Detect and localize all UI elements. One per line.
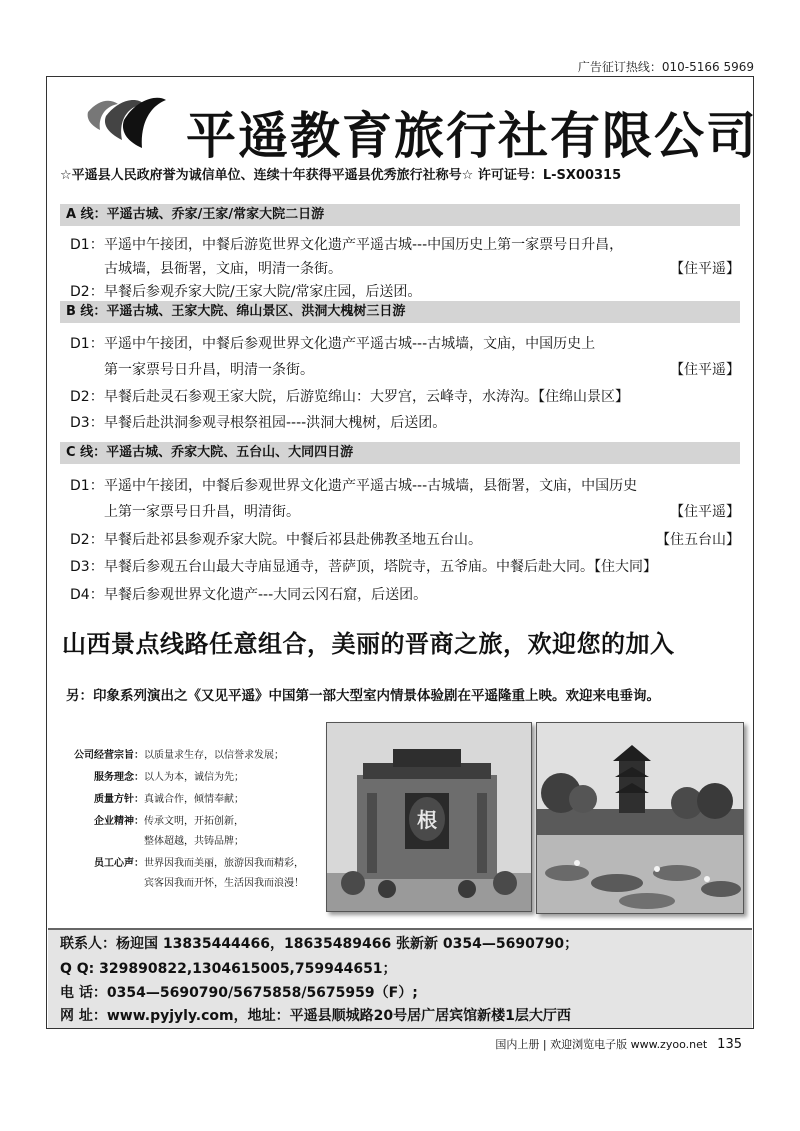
route-b-day2: D2：早餐后赴灵石参观王家大院，后游览绵山：大罗宫，云峰寺，水涛沟。【住绵山景区】 [70, 389, 629, 405]
photo-ancestral-gate [326, 722, 532, 912]
route-c-day1-cont: 上第一家票号日升昌，明清街。 【住平遥】 [104, 501, 740, 521]
route-b-title: B 线：平遥古城、王家大院、绵山景区、洪洞大槐树三日游 [60, 301, 740, 323]
footer-text: 国内上册 | 欢迎浏览电子版 www.zyoo.net [495, 1038, 708, 1051]
ancestral-gate-image [327, 723, 531, 911]
route-c-day1: D1：平遥中午接团，中餐后参观世界文化遗产平遥古城---古城墙，县衙署，文庙，中国历史 [70, 478, 638, 494]
route-b-day1-cont: 第一家票号日升昌，明清一条街。 【住平遥】 [104, 359, 740, 379]
contact-qq: Q Q: 329890822,1304615005,759944651； [60, 961, 397, 977]
honor-line: ☆平遥县人民政府誉为诚信单位、连续十年获得平遥县优秀旅行社称号☆ 许可证号：L-SX00315 [60, 168, 622, 183]
company-philosophy: 公司经营宗旨：以质量求生存，以信誉求发展； 服务理念：以人为本，诚信为先； 质量方针：真诚合作，倾情奉献； 企业精神：传承文明，开拓创新， 整体超越，共铸品牌； 员工心声：世界因我而美丽，旅游因我而精彩， 宾客因我而开怀，生活因我而浪漫！ [74, 750, 304, 889]
pagoda-lotus-image [537, 723, 743, 913]
route-c-day3: D3：早餐后参观五台山最大寺庙显通寺，菩萨顶，塔院寺，五爷庙。中餐后赴大同。【住大同】 [70, 559, 657, 575]
page-number: 135 [717, 1037, 742, 1052]
gate-sign-text: 根 [417, 808, 437, 832]
company-name: 平遥教育旅行社有限公司 [186, 107, 758, 165]
route-c-title: C 线：平遥古城、乔家大院、五台山、大同四日游 [60, 442, 740, 464]
slogan: 山西景点线路任意组合，美丽的晋商之旅，欢迎您的加入 [62, 629, 675, 658]
route-c-day2: D2：早餐后赴祁县参观乔家大院。中餐后祁县赴佛教圣地五台山。 【住五台山】 [70, 529, 740, 549]
contact-person: 联系人：杨迎国 13835444466，18635489466 张新新 0354—5690790； [60, 936, 579, 952]
photo-pagoda-lotus [536, 722, 744, 914]
route-a-day1-stay: 【住平遥】 [670, 261, 740, 277]
route-a-day2: D2：早餐后参观乔家大院/王家大院/常家庄园，后送团。 [70, 284, 422, 300]
ad-hotline: 广告征订热线：010-5166 5969 [577, 60, 754, 74]
route-b-day1-stay: 【住平遥】 [670, 362, 740, 378]
route-c-day4: D4：早餐后参观世界文化遗产---大同云冈石窟，后送团。 [70, 587, 428, 603]
route-a-title: A 线：平遥古城、乔家/王家/常家大院二日游 [60, 204, 740, 226]
route-c-day1-stay: 【住平遥】 [670, 504, 740, 520]
route-c-day2-stay: 【住五台山】 [656, 532, 740, 548]
route-b-day3: D3：早餐后赴洪洞参观寻根祭祖园----洪洞大槐树，后送团。 [70, 415, 447, 431]
route-a-day1: D1：平遥中午接团，中餐后游览世界文化遗产平遥古城---中国历史上第一家票号日升昌， [70, 237, 624, 253]
route-a-day1-cont: 古城墙，县衙署，文庙，明清一条街。 【住平遥】 [104, 258, 740, 278]
extra-note: 另：印象系列演出之《又见平遥》中国第一部大型室内情景体验剧在平遥隆重上映。欢迎来电垂询。 [66, 688, 660, 704]
page-footer [495, 1036, 742, 1052]
contact-web: 网 址：www.pyjyly.com，地址：平遥县顺城路20号居广居宾馆新楼1层大厅西 [60, 1008, 571, 1024]
contact-phone: 电 话：0354—5690790/5675858/5675959（F）; [60, 985, 418, 1001]
route-b-day1: D1：平遥中午接团，中餐后参观世界文化遗产平遥古城---古城墙，文庙，中国历史上 [70, 336, 596, 352]
company-logo-icon [84, 86, 168, 152]
